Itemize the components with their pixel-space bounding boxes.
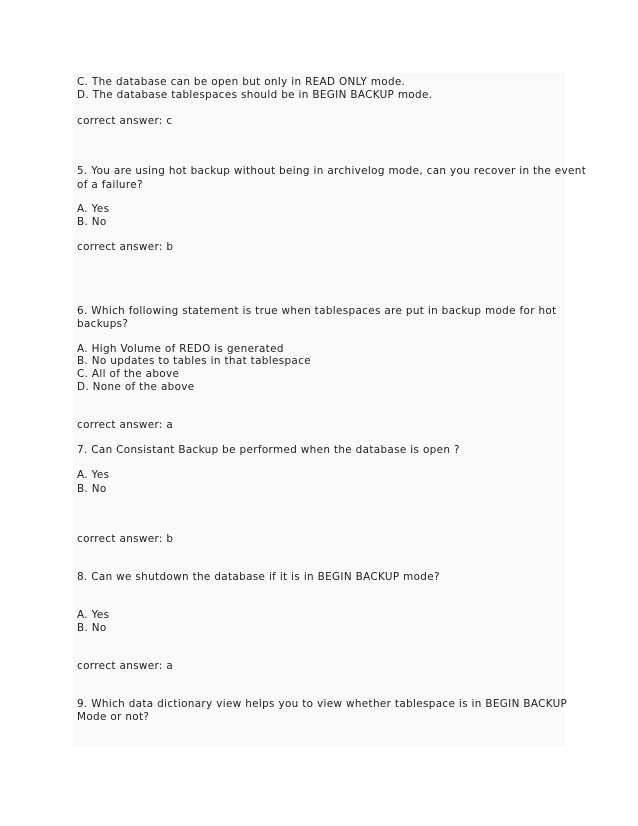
option-d: D. The database tablespaces should be in BEGIN BACKUP mode. [77,89,433,101]
option-b: B. No updates to tables in that tablespace [77,355,311,367]
option-a: A. Yes [77,203,110,215]
option-a: A. Yes [77,609,110,621]
option-a: A. High Volume of REDO is generated [77,343,284,355]
question-6-text-cont: backups? [77,318,129,330]
correct-answer: correct answer: a [77,419,174,431]
question-6-text: 6. Which following statement is true when tablespaces are put in backup mode for hot [77,305,557,317]
option-b: B. No [77,622,107,634]
option-c: C. The database can be open but only in READ ONLY mode. [77,76,406,88]
question-9-text-cont: Mode or not? [77,711,150,723]
option-a: A. Yes [77,469,110,481]
question-9-text: 9. Which data dictionary view helps you to view whether tablespace is in BEGIN BACKUP [77,698,568,710]
correct-answer: correct answer: c [77,115,173,127]
question-5-text: 5. You are using hot backup without being in archivelog mode, can you recover in the event [77,165,587,177]
correct-answer: correct answer: a [77,660,174,672]
option-d: D. None of the above [77,381,195,393]
option-b: B. No [77,216,107,228]
correct-answer: correct answer: b [77,241,174,253]
question-7-text: 7. Can Consistant Backup be performed when the database is open ? [77,444,460,456]
correct-answer: correct answer: b [77,533,174,545]
question-8-text: 8. Can we shutdown the database if it is in BEGIN BACKUP mode? [77,571,440,583]
question-5-text-cont: of a failure? [77,179,143,191]
option-c: C. All of the above [77,368,180,380]
option-b: B. No [77,483,107,495]
